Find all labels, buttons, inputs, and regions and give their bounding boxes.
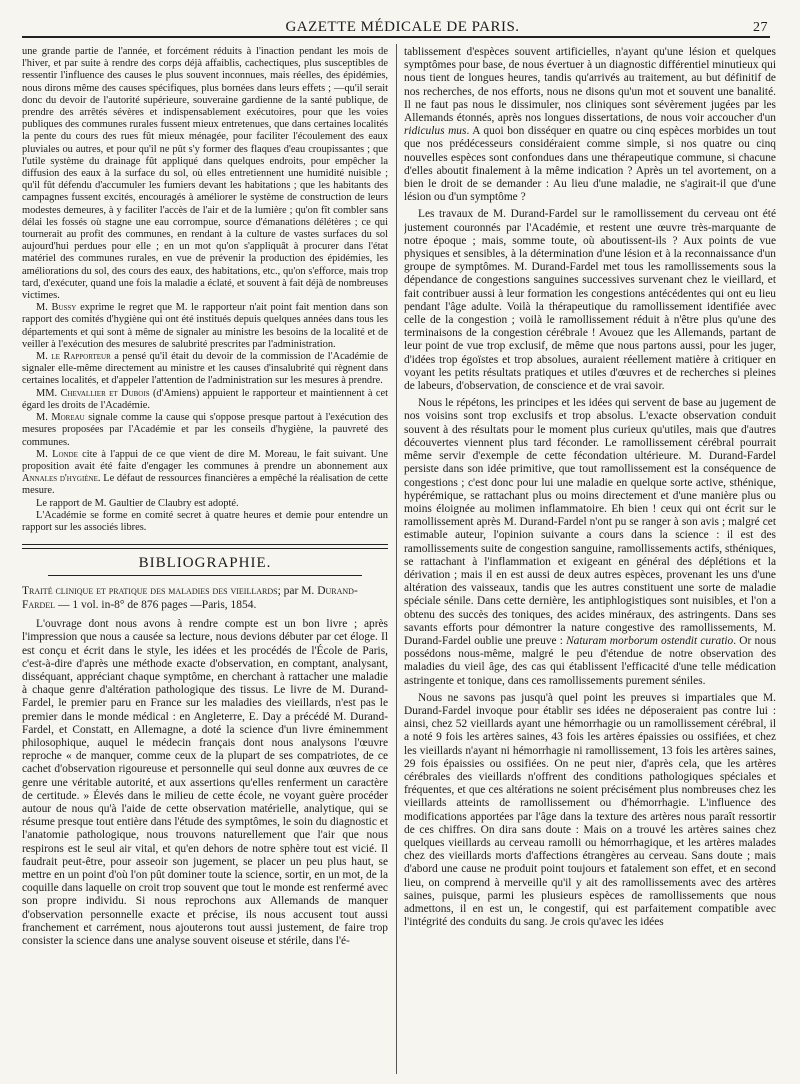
latin-phrase: Naturam morborum ostendit curatio bbox=[566, 634, 734, 647]
page-number: 27 bbox=[753, 20, 768, 35]
left-column bbox=[22, 46, 388, 1076]
book-title: Traité clinique et pratique des maladies des vieillards bbox=[22, 585, 278, 598]
column-divider bbox=[396, 44, 397, 1074]
speaker-name: M. Londe bbox=[36, 448, 78, 460]
paragraph-hygiene-measures: une grande partie de l'année, et forcément réduits à l'inaction pendant les mois de l'hiver, et par suite à rendre des corps déjà affaiblis, cachectiques, plus susceptibles de ressentir l'influence des causes le plus souvent inconnues, mais réelles, des épidémies, nous dirons même des causes spécifiques, plus bornées dans leurs effets ; —qu'il serait donc du devoir de l'autorité supérieure, souveraine gardienne de la santé publique, de prendre des arrêtés sévères et indispensablement exécutoires, pour que les voies publiques des communes rurales fussent mieux entretenues, que dans certaines localités la pente du cours des rues fût mieux ménagée, pour faciliter l'écoulement des eaux pluviales ou autres, et pour qu'il ne pût s'y former des flaques d'eau croupissantes ; que l'utile système du drainage fût appliqué dans quelques endroits, pour empêcher la diffusion des eaux à la surface du sol, où elles entretiennent une humidité nuisible ; qu'il fût défendu d'accumuler les fumiers devant les habitations ; que les habitants des campagnes fussent excités, encouragés à améliorer le système de construction de leurs modestes demeures, à y faciliter l'accès de l'air et de la lumière ; qu'on fît combler sans délai les fossés où stagne une eau corrompue, source d'émanations délétères ; ce qui tournerait au profit des communes, en rendant à la culture de vastes surfaces du sol aujourd'hui perdues pour elle ; en un mot qu'on s'appliquât à procurer dans l'état matériel des communes rurales, en vue de prévenir la production des épidémies, les améliorations du sol, des cours des eaux, des habitations, etc., qu'on s'efforce, mais trop tard, d'exécuter, quand une fois la maladie a éclaté, et souvent à fait déjà de nombreuses victimes. bbox=[22, 46, 388, 302]
paragraph-bussy: M. Bussy exprime le regret que M. le rapporteur n'ait point fait mention dans son rapport des comités d'hygiène qui ont été institués depuis quelques années dans tous les départements et qui sont à même de signaler au ministre les besoins de la localité et de veiller à l'exécution des mesures de salubrité prescrites par l'administration. bbox=[22, 302, 388, 350]
paragraph-durand-fardel-works: Les travaux de M. Durand-Fardel sur le ramollissement du cerveau ont été justement couronnés par l'Académie, et restent une œuvre très-marquante de notre époque ; mais, somme toute, où aboutissent-ils ? Aux points de vue physiques et sensibles, à la détermination d'une lésion et à la reconnaissance d'un groupe de symptômes. M. Durand-Fardel met tous les ramollissements sous la dépendance de congestions sanguines successives survenant chez le vieillard, et fait contribuer aussi à leur formation les congestions antécédentes qui ont eu lieu pendant l'âge adulte. Voilà la thérapeutique du ramollissement identifiée avec celle de la congestion ; voilà le ramollissement réduit à n'être plus qu'une des terminaisons de la congestion cérébrale ! Avouez que les Allemands, partant de leur point de vue trop exclusif, de même que nous partons aussi, pour les juger, d'idées trop égoïstes et trop absolues, auraient réellement matière à critiquer en voyant les petits résultats pratiques et utiles d'œuvres et de recherches si pleines de labeurs, d'observation, de conscience et de vrai savoir. bbox=[404, 208, 776, 393]
paragraph-londe: M. Londe cite à l'appui de ce que vient de dire M. Moreau, le fait suivant. Une proposition avait été faite d'engager les communes à prendre un abonnement aux Annales d'hygiène. Le défaut de ressources financières a empêché la réalisation de cette mesure. bbox=[22, 448, 388, 497]
speaker-name: M. le Rapporteur bbox=[36, 351, 111, 363]
section-title-bibliographie: BIBLIOGRAPHIE. bbox=[48, 553, 362, 576]
journal-name: Annales d'hygiène bbox=[22, 473, 98, 485]
review-paragraph: L'ouvrage dont nous avons à rendre compte est un bon livre ; après l'impression que nous a causée sa lecture, nous devions débuter par cet éloge. Il est conçu et écrit dans le style, les idées et les procédés de l'École de Paris, c'est-à-dire d'après une méthode exacte d'observation, en comptant, analysant, disséquant, appréciant chaque symptôme, en cherchant à rattacher une maladie à chaque genre d'altération pathologique des tissus. Le livre de M. Durand-Fardel, le premier paru en France sur les maladies des vieillards, n'est pas le premier dans le monde médical : en Angleterre, E. Day a précédé M. Durand-Fardel, et Constatt, en Allemagne, a doté la science d'un livre éminemment philosophique, auquel le médecin français dont nous analysons l'œuvre reproche « de manquer, comme ceux de la plupart de ses compatriotes, de ce cachet d'observation rigoureuse et personnelle qui seul donne aux œuvres de ce genre une véritable autorité, et aux assertions qu'elles renferment un caractère de certitude. » Élevés dans le milieu de cette école, ne voyant guère procéder autour de nous qu'à l'aide de cette observation matérielle, analytique, qui se résume presque tout entière dans l'étude des symptômes, le soin du diagnostic et l'anatomie pathologique, nous trouvons naturellement que l'air que nous respirons est le seul air vital, et qu'en dehors de notre sphère tout est vicié. Il faudrait peut-être, pour asseoir son jugement, se placer un peu plus haut, se mettre en un point d'où l'on pût dominer toute la science, sortir, en un mot, de la coquille dans laquelle on croit trop souvent que tout le monde est renfermé avec son propre individu. Si nous reprochons aux Allemands de manquer d'observation personnelle exacte et précise, ils nous accusent tout aussi franchement et carrément, nous ajouterons tout aussi justement, de faire trop consister la science dans une analyse souvent oiseuse et stérile, dans l'é- bbox=[22, 618, 388, 947]
speaker-name: M. Moreau bbox=[36, 412, 85, 424]
paragraph-secret-committee: L'Académie se forme en comité secret à quatre heures et demie pour entendre un rapport sur les associés libres. bbox=[22, 509, 388, 533]
paragraph-rapporteur: M. le Rapporteur a pensé qu'il était du devoir de la commission de l'Académie de signaler elle-même directement au ministre et les causes d'insalubrité qui règnent dans certaines localités, et d'appeler l'attention de l'administration sur les mesures à prendre. bbox=[22, 351, 388, 387]
paragraph-continuation: tablissement d'espèces souvent artificielles, n'ayant qu'une lésion et quelques symptômes pour base, de nous évertuer à un diagnostic différentiel minutieux qui nous tient de longues heures, tandis qu'arrivés au traitement, au but définitif de nos recherches, de nos efforts, nous ne disons qu'un mot et souvent une banalité. Il ne faut pas nous le dissimuler, nos cliniques sont sévèrement jugées par les Allemands étonnés, après nos longues dissertations, de nous voir accoucher d'un ridiculus mus. A quoi bon disséquer en quatre ou cinq espèces morbides un tout que nos prédécesseurs considéraient comme simple, si nos quatre ou cinq nouvelles espèces sont confondues dans une thérapeutique commune, si chacune d'elles aboutit finalement à la même indication ? Après un tel avortement, on a bien le droit de se demander : Au lieu d'une maladie, ne s'agirait-il que d'une lésion ou d'un symptôme ? bbox=[404, 46, 776, 204]
page-header bbox=[22, 14, 770, 38]
section-separator bbox=[22, 544, 388, 549]
paragraph-report-adopted: Le rapport de M. Gaultier de Claubry est adopté. bbox=[36, 497, 239, 509]
book-author: Durand-Fardel bbox=[22, 585, 358, 612]
latin-phrase: ridiculus mus bbox=[404, 125, 467, 138]
paragraph-chevallier-dubois: MM. Chevallier et Dubois (d'Amiens) appuient le rapporteur et maintiennent à cet égard les droits de l'Académie. bbox=[22, 387, 388, 411]
paragraph-principles: Nous le répétons, les principes et les idées qui servent de base au jugement de nos voisins sont trop exclusifs et trop absolus. L'exacte observation conduit souvent à des résultats pour le moment plus curieux qu'utiles, mais que d'autres découvertes viennent plus tard féconder. Le ramollissement cérébral pourrait même servir d'exemple de cette fécondation ultérieure. M. Durand-Fardel persiste dans son idée primitive, que tout ramollissement est la conséquence de congestions ; c'est donc pour lui une maladie en quelque sorte active, sthénique, hypérémique, se rattachant plus ou moins directement et d'une manière plus ou moins éloignée au molimen inflammatoire. Eh bien ! ceux qui ont écrit sur le ramollissement après M. Durand-Fardel n'ont pu se ranger à son avis ; malgré cet estimable auteur, l'opinion suivante a cours dans la science : il est des ramollissements suite de congestion sanguine, ramollissements actifs, sthéniques, se rattachant à l'inflammation et exigeant en général des déplétions et la dérivation ; mais il en est aussi de deux autres espèces, provenant les uns d'une altération des vaisseaux, tandis que les autres constituent une sorte de maladie spéciale sénile. Dans cette dernière, les antiphlogistiques sont nuisibles, et l'on a obtenu des succès des toniques, des acides minéraux, des astringents. Dans ses savants efforts pour démontrer la nature congestive des ramollissements, M. Durand-Fardel oublie une preuve : Naturam morborum ostendit curatio. Or nous possédons nous-même, malgré le peu d'étendue de notre observation des maladies du vieil âge, des cas qui établissent l'efficacité d'une telle médication astringente et tonique, dans ces ramollissements purement séniles. bbox=[404, 397, 776, 687]
book-reference: Traité clinique et pratique des maladies des vieillards; par M. Durand-Fardel — 1 vol. in-8° de 876 pages —Paris, 1854. bbox=[22, 585, 358, 612]
speaker-name: MM. Chevallier et Dubois bbox=[36, 387, 150, 399]
speaker-name: M. Bussy bbox=[36, 302, 77, 314]
book-details: — 1 vol. in-8° de 876 pages —Paris, 1854. bbox=[55, 599, 257, 612]
paragraph-statistics: Nous ne savons pas jusqu'à quel point les preuves si impartiales que M. Durand-Fardel invoque pour établir ses idées ne déposeraient pas contre lui : ainsi, chez 52 vieillards ayant une hémorrhagie ou un ramollissement cérébral, il a noté 9 fois les artères saines, 43 fois les artères épaissies ou ossifiées, et chez les vieillards n'ayant ni hémorrhagie ni ramollissement, 13 fois les artères saines, 29 fois épaissies ou ossifiées. On ne peut nier, d'après cela, que les artères cérébrales des vieillards n'offrent des conditions pathologiques spéciales et fréquentes, et que ces altérations ne soient précisément plus nombreuses chez les vieillards atteints de ramollissement ou d'hémorrhagie. L'influence des modifications apportées par l'âge dans la texture des artères nous paraît ressortir de ces chiffres. On dira sans doute : Mais on a trouvé les artères saines chez quelques vieillards au cerveau ramolli ou hémorrhagique, et les artères malades chez des vieillards morts d'affections étrangères au cerveau. Sans doute ; mais d'abord une cause ne produit point toujours et fatalement son effet, et en second lieu, on comprend à merveille qu'il y ait des ramollissements avec des artères saines, puisque, parmi les plusieurs espèces de ramollissements que nous admettons, il en est un, le congestif, qui est parfaitement compatible avec l'intégrité des conduits du sang. Je crois qu'avec les idées bbox=[404, 691, 776, 929]
journal-title: GAZETTE MÉDICALE DE PARIS. bbox=[285, 19, 520, 35]
paragraph-moreau: M. Moreau signale comme la cause qui s'oppose presque partout à l'exécution des mesures proposées par l'Académie et par les conseils d'hygiène, la pauvreté des communes. bbox=[22, 412, 388, 448]
right-column bbox=[404, 46, 776, 1076]
